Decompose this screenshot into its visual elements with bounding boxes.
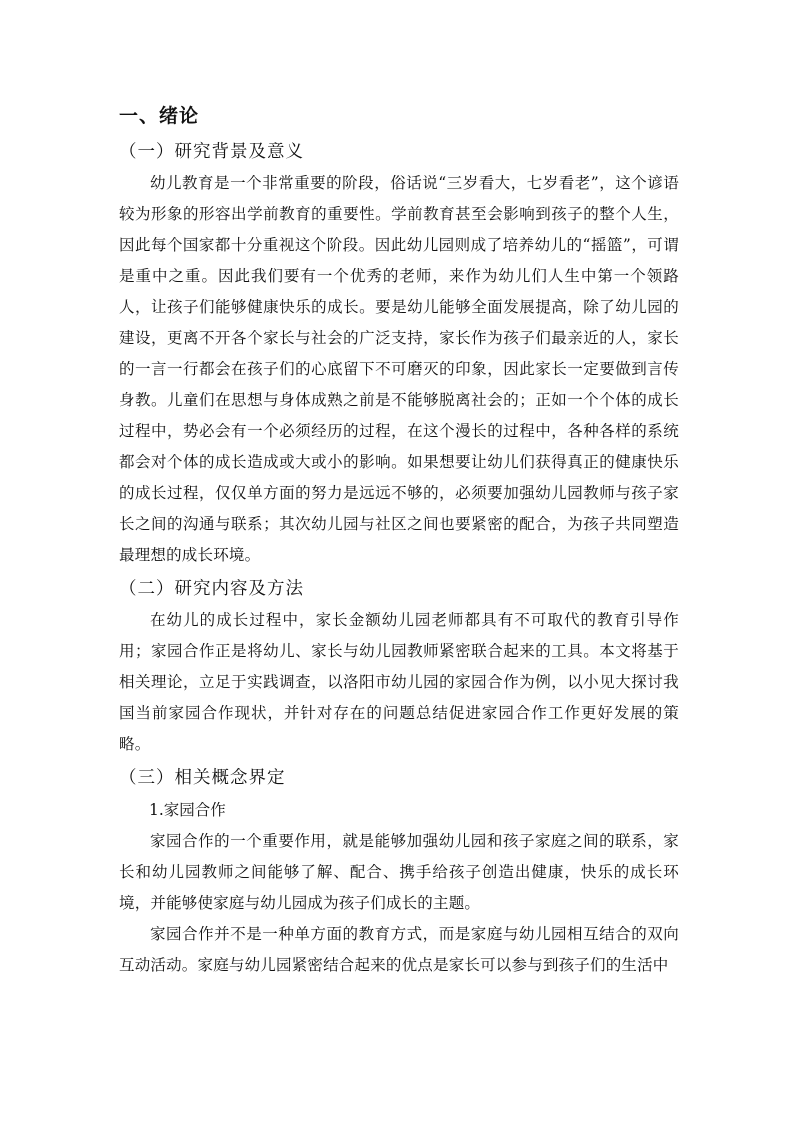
paragraph-content-method: 在幼儿的成长过程中，家长金额幼儿园老师都具有不可取代的教育引导作用；家园合作正是将幼儿、家长与幼儿园教师紧密联合起来的工具。本文将基于相关理论，立足于实践调查，以洛阳市幼儿园的家园合作为例，以小见大探讨我国当前家园合作现状，并针对存在的问题总结促进家园合作工作更好发展的策略。 <box>119 611 679 753</box>
section-heading: 一、绪论 <box>119 105 200 127</box>
paragraph-concept-1: 家园合作的一个重要作用，就是能够加强幼儿园和孩子家庭之间的联系，家长和幼儿园教师之间能够了解、配合、携手给孩子创造出健康，快乐的成长环境，并能够使家庭与幼儿园成为孩子们成长的主题。 <box>119 832 679 912</box>
subsection-heading-background: （一）研究背景及意义 <box>119 142 304 162</box>
subsection-heading-content-method: （二）研究内容及方法 <box>119 579 304 599</box>
paragraph-concept-2: 家园合作并不是一种单方面的教育方式，而是家庭与幼儿园相互结合的双向互动活动。家庭与幼儿园紧密结合起来的优点是家长可以参与到孩子们的生活中 <box>119 925 679 974</box>
page-content <box>119 100 679 981</box>
paragraph-background: 幼儿教育是一个非常重要的阶段，俗话说“三岁看大，七岁看老”，这个谚语较为形象的形容出学前教育的重要性。学前教育甚至会影响到孩子的整个人生，因此每个国家都十分重视这个阶段。因此幼儿园则成了培养幼儿的“摇篮”，可谓是重中之重。因此我们要有一个优秀的老师，来作为幼儿们人生中第一个领路人，让孩子们能够健康快乐的成长。要是幼儿能够全面发展提高，除了幼儿园的建设，更离不开各个家长与社会的广泛支持，家长作为孩子们最亲近的人，家长的一言一行都会在孩子们的心底留下不可磨灭的印象，因此家长一定要做到言传身教。儿童们在思想与身体成熟之前是不能够脱离社会的；正如一个个体的成长过程中，势必会有一个必须经历的过程，在这个漫长的过程中，各种各样的系统都会对个体的成长造成或大或小的影响。如果想要让幼儿们获得真正的健康快乐的成长过程，仅仅单方面的努力是远远不够的，必须要加强幼儿园教师与孩子家长之间的沟通与联系；其次幼儿园与社区之间也要紧密的配合，为孩子共同塑造最理想的成长环境。 <box>119 174 679 564</box>
subsection-heading-concepts: （三）相关概念界定 <box>119 768 286 788</box>
item-heading-home-school-cooperation: 1.家园合作 <box>149 801 226 819</box>
